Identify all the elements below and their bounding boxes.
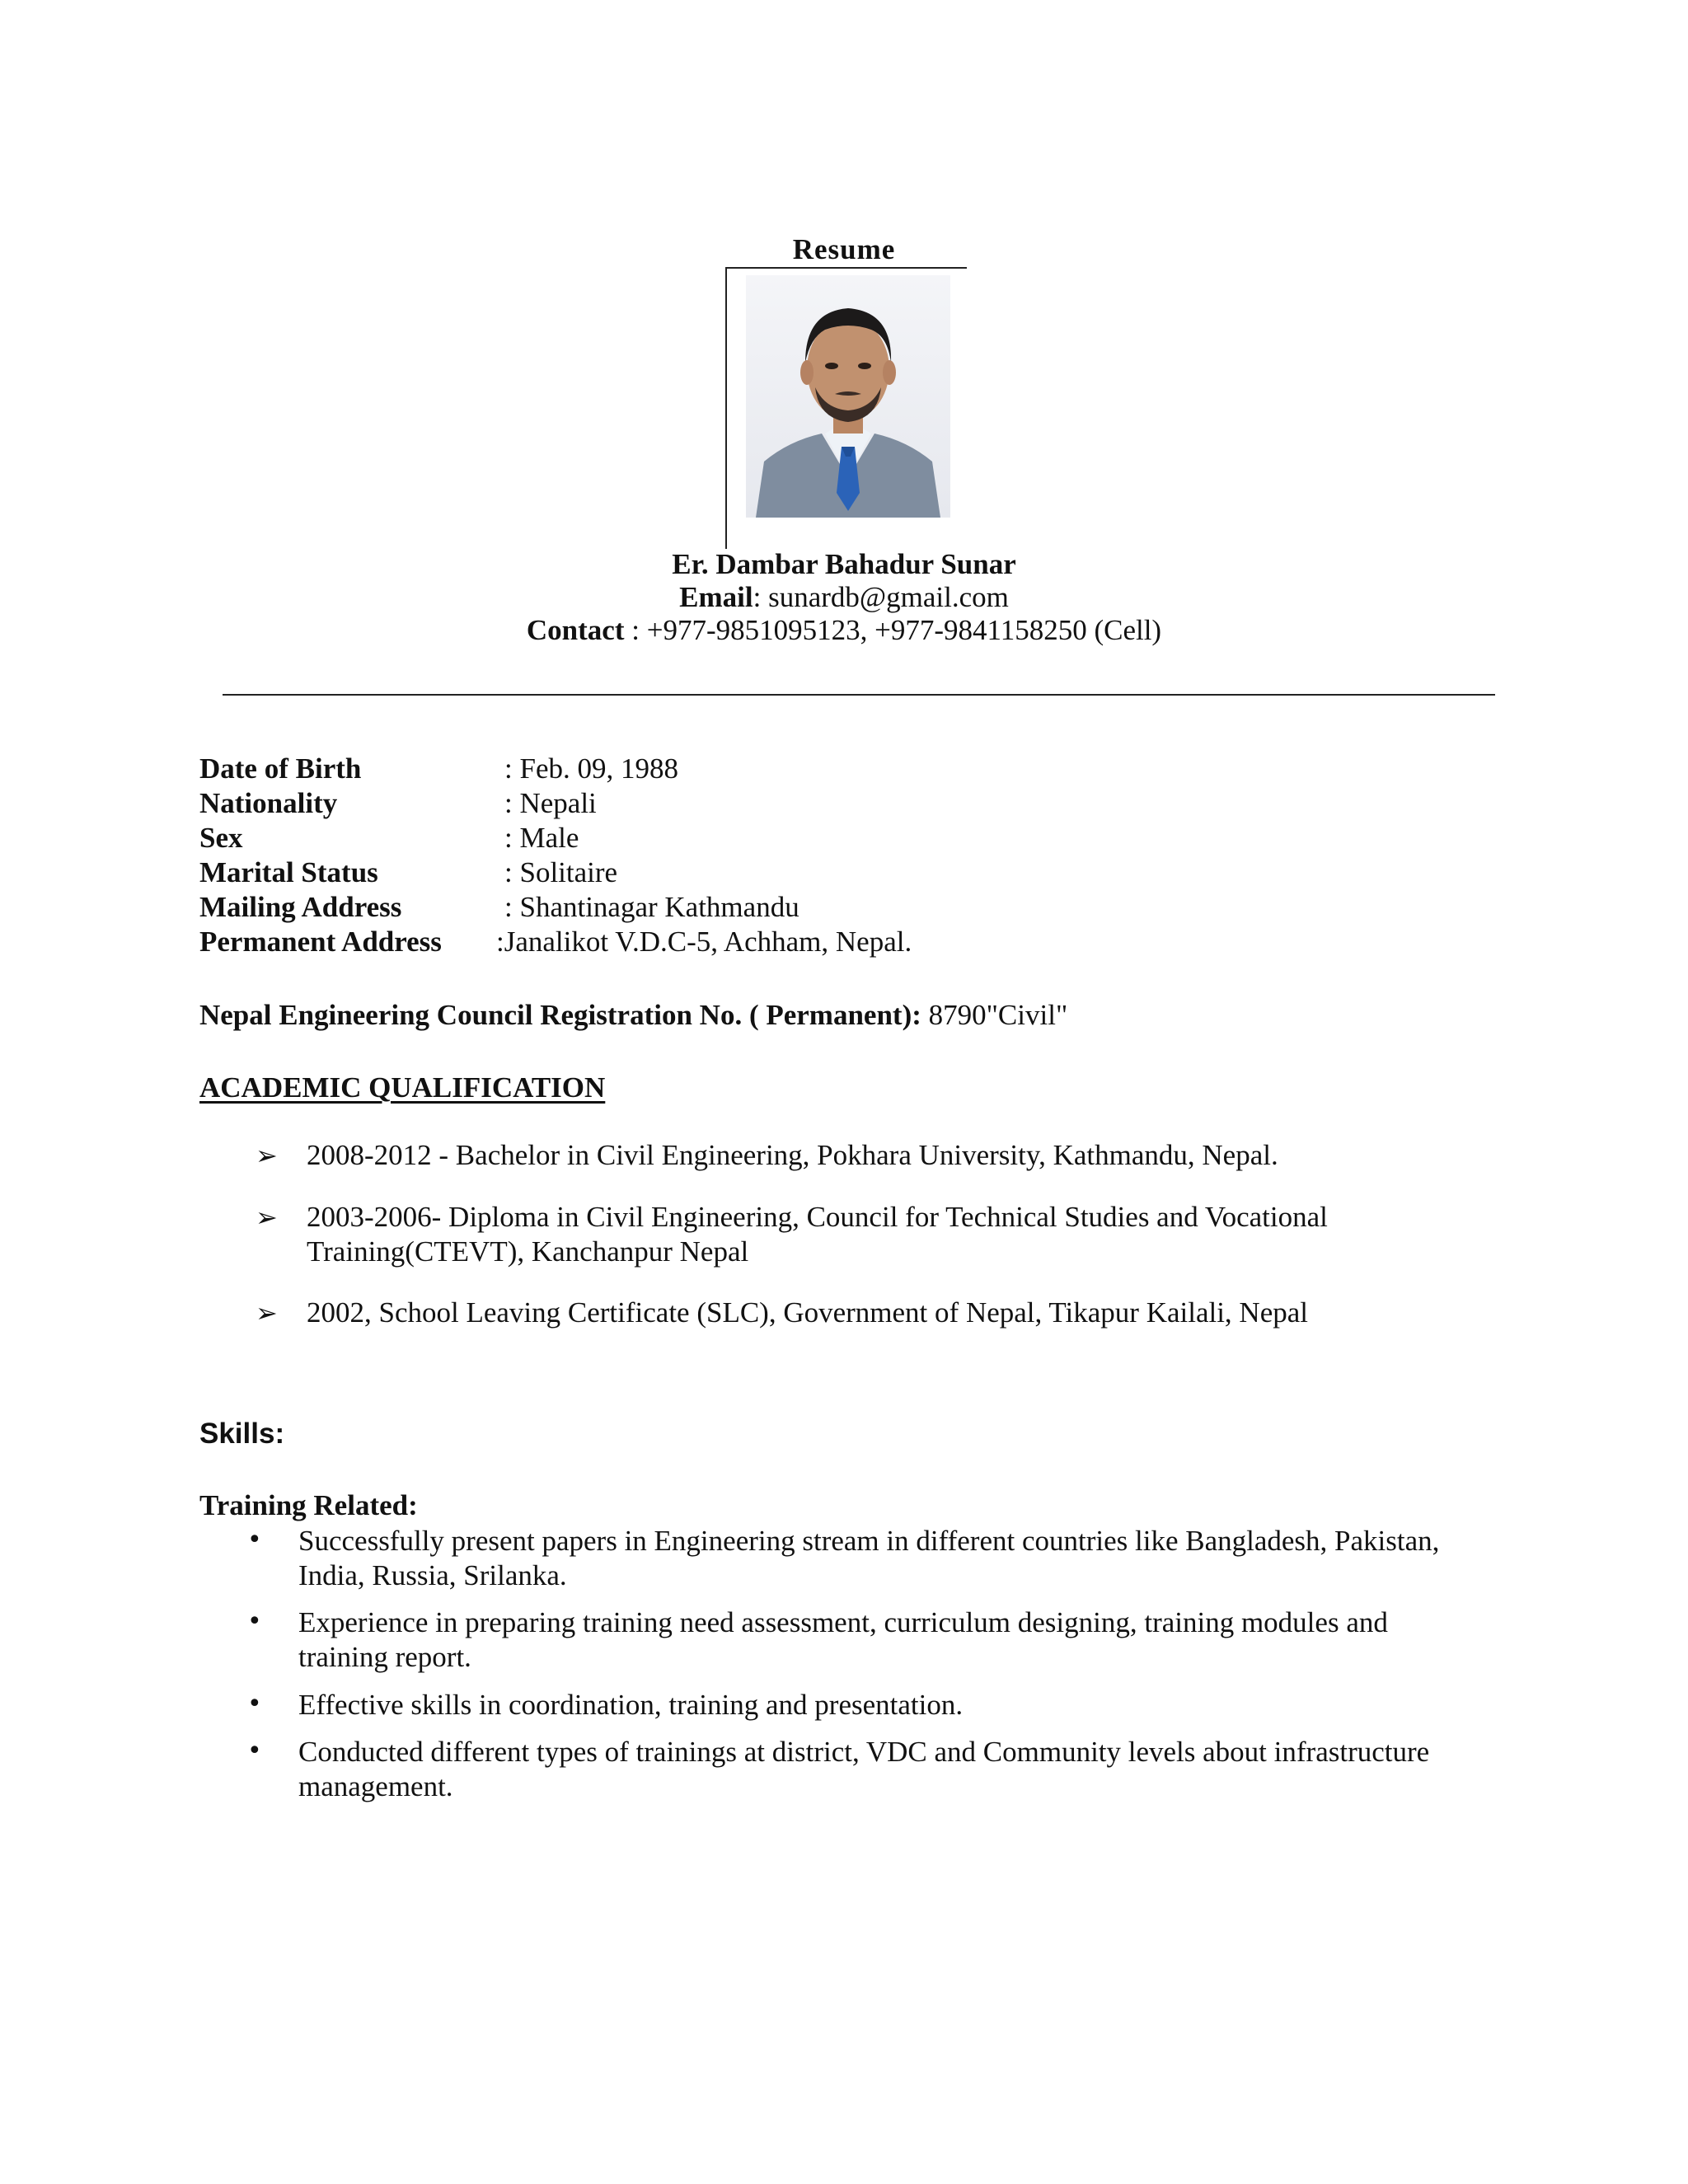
registration-value: 8790"Civil": [921, 999, 1068, 1031]
academic-heading: ACADEMIC QUALIFICATION: [199, 1071, 606, 1104]
nationality-value: : Nepali: [504, 787, 597, 819]
sex-value: : Male: [504, 822, 579, 854]
skill-item: Effective skills in coordination, training and presentation.: [298, 1689, 964, 1721]
dob-label: Date of Birth: [199, 752, 362, 785]
dot-bullet-icon: •: [247, 1607, 262, 1636]
permanent-address-label: Permanent Address: [199, 926, 442, 958]
arrow-bullet-icon: ➢: [256, 1202, 278, 1233]
profile-photo: [739, 272, 957, 521]
contact-label: Contact: [526, 614, 625, 646]
email-line: [0, 581, 1688, 614]
marital-status-label: Marital Status: [199, 856, 378, 888]
nationality-label: Nationality: [199, 787, 338, 819]
academic-item: 2002, School Leaving Certificate (SLC), Government of Nepal, Tikapur Kailali, Nepal: [307, 1296, 1309, 1329]
email-value: : sunardb@gmail.com: [753, 581, 1009, 613]
skills-heading: Skills:: [199, 1418, 285, 1450]
marital-status-value: : Solitaire: [504, 856, 618, 888]
registration-line: [199, 999, 1067, 1032]
skill-item: Conducted different types of trainings at district, VDC and Community levels about infrastructure management.: [298, 1736, 1430, 1802]
sex-label: Sex: [199, 822, 243, 854]
training-heading: Training Related:: [199, 1489, 418, 1521]
contact-value: : +977-9851095123, +977-9841158250 (Cell): [624, 614, 1162, 646]
dot-bullet-icon: •: [247, 1526, 262, 1554]
email-label: Email: [679, 581, 753, 613]
dob-value: : Feb. 09, 1988: [504, 752, 678, 785]
registration-label: Nepal Engineering Council Registration No. ( Permanent):: [199, 999, 921, 1031]
dot-bullet-icon: •: [247, 1690, 262, 1718]
skill-item: Successfully present papers in Engineering stream in different countries like Bangladesh, Pakistan, India, Russia, Srilanka.: [298, 1525, 1440, 1591]
mailing-address-value: : Shantinagar Kathmandu: [504, 891, 799, 923]
arrow-bullet-icon: ➢: [256, 1140, 278, 1171]
skill-item: Experience in preparing training need assessment, curriculum designing, training modules and training report.: [298, 1606, 1388, 1673]
academic-item: 2008-2012 - Bachelor in Civil Engineering, Pokhara University, Kathmandu, Nepal.: [307, 1139, 1278, 1171]
permanent-address-value: :Janalikot V.D.C-5, Achham, Nepal.: [496, 926, 912, 958]
candidate-name: Er. Dambar Bahadur Sunar: [672, 548, 1016, 580]
arrow-bullet-icon: ➢: [256, 1297, 278, 1329]
academic-item: 2003-2006- Diploma in Civil Engineering, Council for Technical Studies and Vocational Training(CTEVT), Kanchanpur Nepal: [307, 1201, 1328, 1268]
document-title: Resume: [792, 233, 896, 265]
dot-bullet-icon: •: [247, 1736, 262, 1765]
header-divider: [223, 694, 1495, 696]
mailing-address-label: Mailing Address: [199, 891, 402, 923]
contact-line: [0, 614, 1688, 647]
